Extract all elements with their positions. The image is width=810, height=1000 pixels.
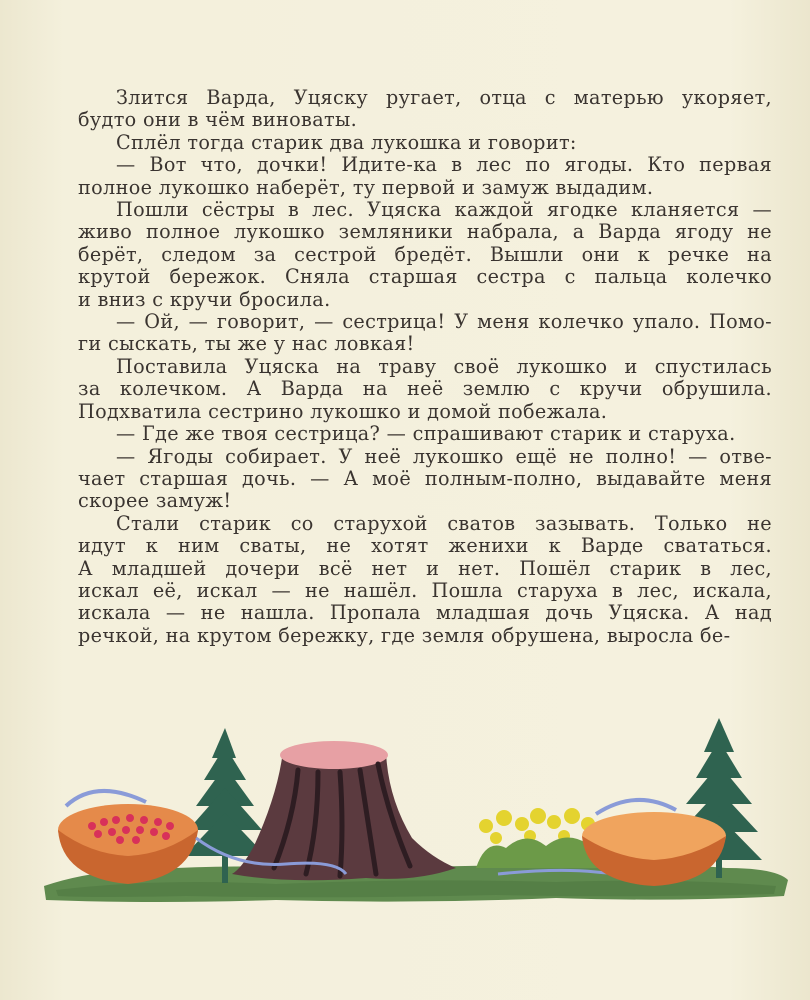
text-line: живо полное лукошко земляники набрала, а Варда ягоду не xyxy=(78,220,772,244)
text-line: Сплёл тогда старик два лукошка и говорит: xyxy=(116,130,577,154)
text-line: полное лукошко наберёт, ту первой и замуж выдадим. xyxy=(78,175,654,199)
text-line: — Вот что, дочки! Идите-ка в лес по ягоды. Кто первая xyxy=(116,153,772,177)
text-line: искал её, искал — не нашёл. Пошла старуха в лес, искала, xyxy=(78,578,772,602)
text-line: ги сыскать, ты же у нас ловкая! xyxy=(78,332,415,356)
text-line: Стали старик со старухой сватов зазывать. Только не xyxy=(116,511,772,535)
text-line: — Где же твоя сестрица? — спрашивают старик и старуха. xyxy=(116,422,736,446)
text-line: — Ой, — говорит, — сестрица! У меня колечко упало. Помо- xyxy=(116,310,772,334)
text-line: Подхватила сестрино лукошко и домой побежала. xyxy=(78,399,608,423)
text-line: берёт, следом за сестрой бредёт. Вышли они к речке на xyxy=(78,242,772,266)
tree-stump xyxy=(232,741,456,880)
text-line: и вниз с кручи бросила. xyxy=(78,287,331,311)
text-line: будто они в чём виноваты. xyxy=(78,108,358,132)
text-line: искала — не нашла. Пропала младшая дочь Уцяска. А над xyxy=(78,601,772,625)
text-line: чает старшая дочь. — А моё полным-полно, выдавайте меня xyxy=(78,466,772,490)
text-line: скорее замуж! xyxy=(78,489,232,513)
yellow-flowers xyxy=(479,808,595,844)
story-text xyxy=(78,87,772,647)
text-line: крутой бережок. Сняла старшая сестра с пальца колечко xyxy=(78,265,772,289)
forest-illustration xyxy=(36,718,796,908)
text-line: — Ягоды собирает. У неё лукошко ещё не полно! — отве- xyxy=(116,444,772,468)
text-line: идут к ним сваты, не хотят женихи к Варде свататься. xyxy=(78,534,772,558)
text-line: Злится Варда, Уцяску ругает, отца с матерью укоряет, xyxy=(116,86,772,109)
text-line: Пошли сёстры в лес. Уцяска каждой ягодке кланяется — xyxy=(116,198,772,222)
text-line: речкой, на крутом бережку, где земля обрушена, выросла бе- xyxy=(78,623,731,647)
text-line: А младшей дочери всё нет и нет. Пошёл старик в лес, xyxy=(78,556,772,580)
text-line: Поставила Уцяска на траву своё лукошко и спустилась xyxy=(116,354,772,378)
text-line: за колечком. А Варда на неё землю с кручи обрушила. xyxy=(78,377,772,401)
